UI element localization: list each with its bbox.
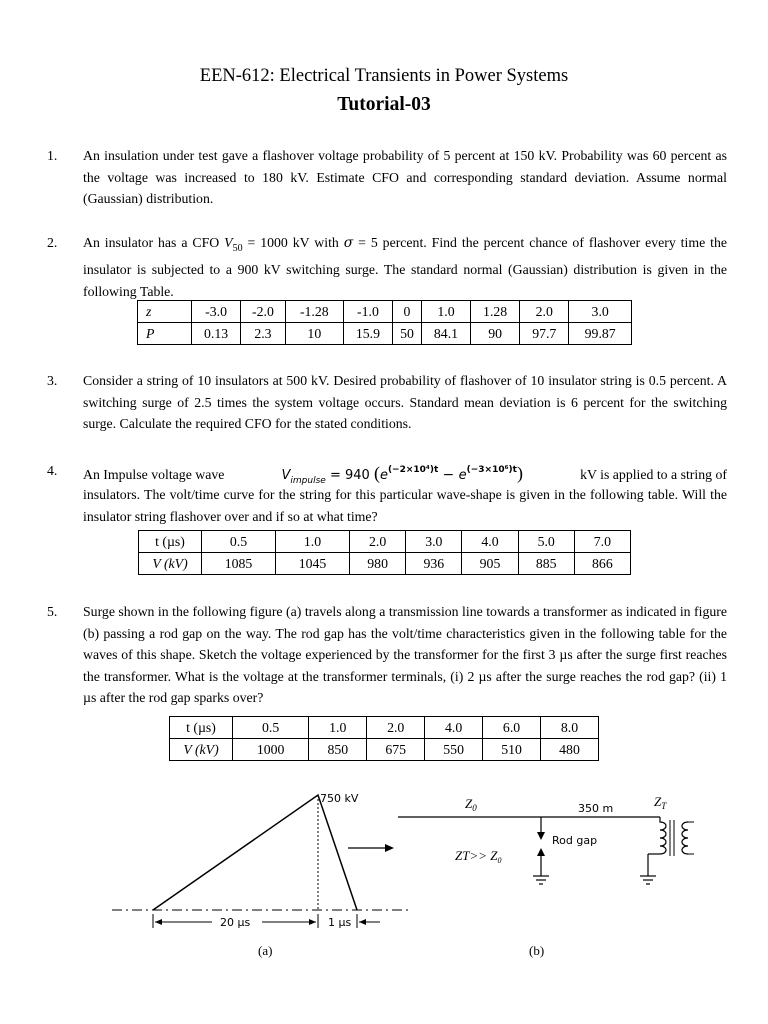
impulse-formula: $V_{impulse} = 940$ $(e^{(-2\times 10^4)t} - e^{(-3\times 10^6)t})$ [281,463,523,486]
transformer-secondary [682,822,688,854]
table-cell: 980 [350,553,406,575]
rod-gap-tip-top [537,832,545,840]
table-cell: 0.13 [192,323,241,345]
table-cell: 97.7 [520,323,569,345]
question-number: 3. [47,373,58,388]
table-row-label: V (kV) [139,553,202,575]
volt-time-table-q5 [169,716,599,761]
volt-time-table-q4 [138,530,631,575]
table-row-label: z [138,301,192,323]
gaussian-table [137,300,632,345]
tutorial-title: Tutorial-03 [337,94,431,115]
table-cell: 5.0 [518,531,574,553]
z0-label: $Z_0$ [465,796,477,813]
table-cell: 1000 [233,739,309,761]
table-cell: 50 [393,323,422,345]
table-cell: 2.0 [367,717,425,739]
table-cell: 1.0 [421,301,470,323]
table-cell: 99.87 [569,323,632,345]
surge-waveform [153,795,357,910]
table-cell: 6.0 [483,717,541,739]
table-cell: 866 [574,553,630,575]
table-cell: 0.5 [233,717,309,739]
table-cell: 8.0 [541,717,599,739]
table-cell: 3.0 [406,531,462,553]
peak-label: 750 kV [320,792,359,805]
table-cell: -1.0 [343,301,392,323]
table-cell: 905 [462,553,518,575]
course-title: EEN-612: Electrical Transients in Power Systems [199,66,569,86]
question-text: Surge shown in the following figure (a) travels along a transmission line towards a transformer as indicated in figure (b) passing a rod gap on the way. The rod gap has the volt/time characteristics given in the following table for the waves of this shape. Sketch the voltage experienced by the transformer for the first 3 µs after the surge first reaches the transformer. What is the voltage at the transformer terminals, (i) 2 µs after the surge reaches the rod gap? (ii) 1 µs after the rod gap sparks over? [83,604,727,705]
table-cell: 936 [406,553,462,575]
question-text: An Impulse voltage wave $V_{impulse} = 940$ $(e^{(-2\times 10^4)t} - e^{(-3\times 10^6)t})$ kV is applied to a string of insulators. The volt/time curve for the string for this particular wave-shape is given in the following table. Will the insulator string flashover over and if so at what time? [83,460,727,527]
table-cell: 4.0 [425,717,483,739]
question-text: An insulation under test gave a flashover voltage probability of 5 percent at 150 kV. Probability was 60 percent as the voltage was increased to 180 kV. Estimate CFO and corresponding standard deviation. Assume normal (Gaussian) distribution. [83,148,727,206]
table-cell: 1.28 [471,301,520,323]
table-cell: 0 [393,301,422,323]
table-cell: 2.0 [520,301,569,323]
question-5 [47,601,727,709]
rod-gap-tip-bottom [537,848,545,856]
surge-figure [0,780,768,970]
question-number: 2. [47,235,58,250]
table-cell: 7.0 [574,531,630,553]
table-cell: 2.0 [350,531,406,553]
question-text: An insulator has a CFO $V_{50} = 1000$ kV with σ = 5 percent. Find the percent chance of flashover every time the insulator is subjected to a 900 kV switching surge. The standard normal (Gaussian) distribution is given in the following Table. [83,235,727,299]
caption-b: (b) [529,943,545,958]
table-cell: 10 [285,323,343,345]
front-time-label: 20 µs [220,916,251,929]
table-cell: -1.28 [285,301,343,323]
question-3 [47,370,727,435]
question-text: Consider a string of 10 insulators at 500 kV. Desired probability of flashover of 10 insulator string is 0.5 percent. A switching surge of 2.5 times the system voltage occurs. Standard mean deviation is 6 percent for the switching surge. Calculate the required CFO for the stated conditions. [83,373,727,431]
table-cell: 3.0 [569,301,632,323]
table-row-label: t (µs) [139,531,202,553]
table-cell: 510 [483,739,541,761]
distance-label: 350 m [578,802,614,815]
table-cell: 1085 [202,553,276,575]
zt-gg-z0-label: $ZT>> Z_0$ [455,848,502,865]
table-cell: 15.9 [343,323,392,345]
table-cell: 0.5 [202,531,276,553]
table-cell: 84.1 [421,323,470,345]
question-4 [47,460,727,527]
table-cell: -3.0 [192,301,241,323]
table-row-label: t (µs) [170,717,233,739]
table-cell: 1.0 [309,717,367,739]
table-row-label: P [138,323,192,345]
table-cell: 90 [471,323,520,345]
table-cell: 885 [518,553,574,575]
table-cell: 850 [309,739,367,761]
table-cell: 550 [425,739,483,761]
table-cell: 480 [541,739,599,761]
table-cell: 2.3 [241,323,286,345]
question-1 [47,145,727,210]
question-number: 1. [47,148,58,163]
table-row-label: V (kV) [170,739,233,761]
question-2 [47,232,727,302]
table-cell: 1045 [276,553,350,575]
table-cell: 675 [367,739,425,761]
zt-label: $Z_T$ [654,794,667,811]
rod-gap-label: Rod gap [552,834,598,847]
table-cell: 1.0 [276,531,350,553]
table-cell: -2.0 [241,301,286,323]
direction-arrowhead [385,844,394,852]
question-number: 5. [47,604,58,619]
table-cell: 4.0 [462,531,518,553]
caption-a: (a) [258,943,273,958]
transformer-primary [660,817,666,854]
tail-time-label: 1 µs [328,916,352,929]
question-number: 4. [47,463,58,478]
